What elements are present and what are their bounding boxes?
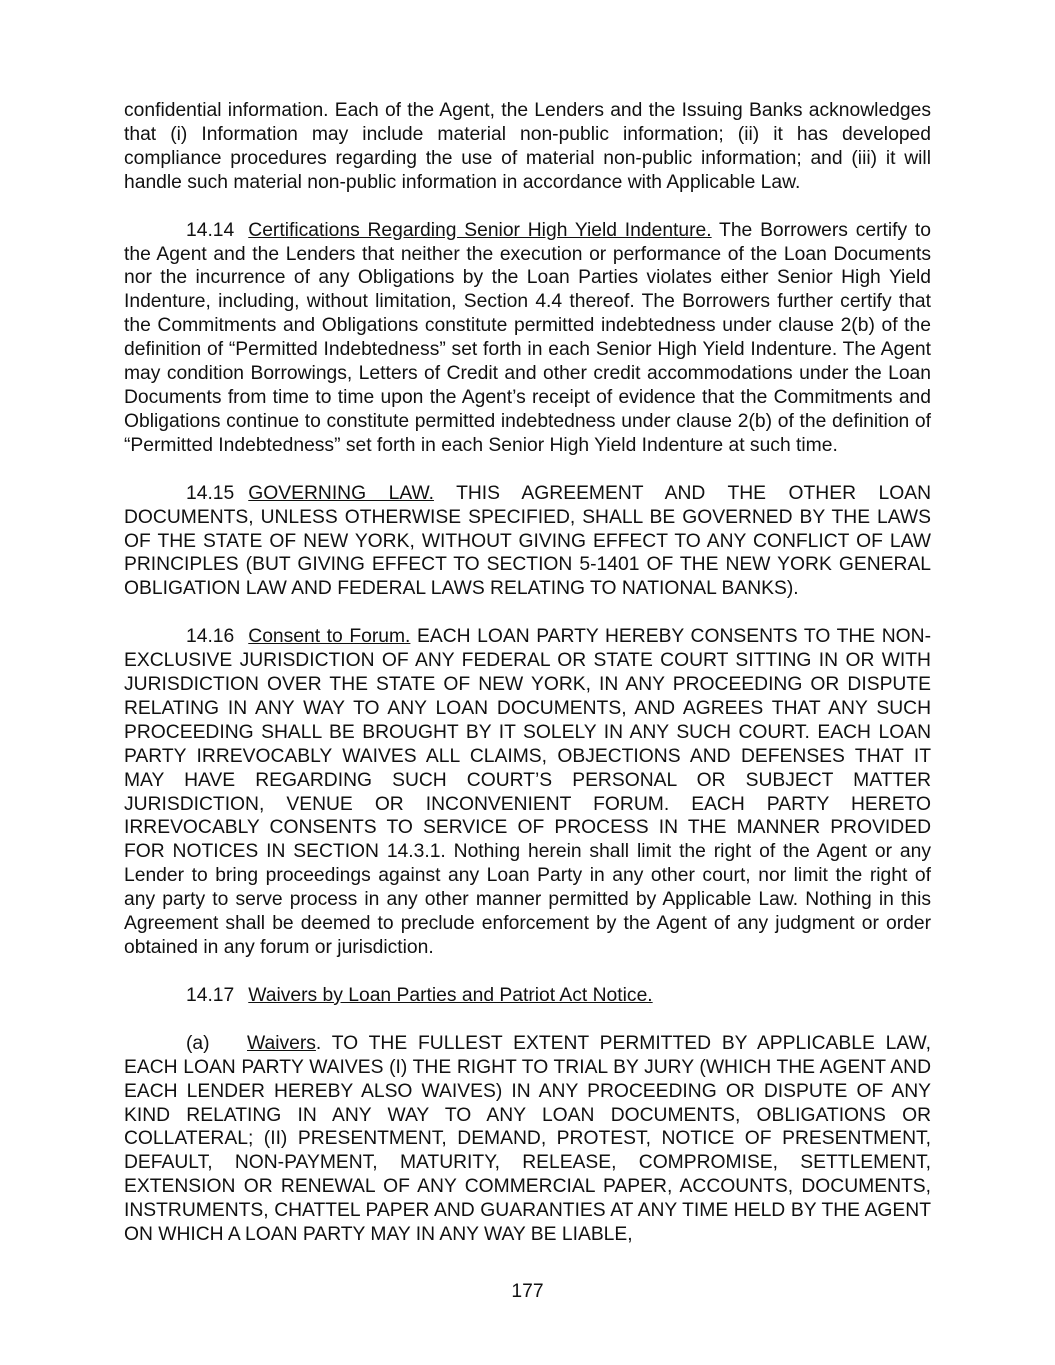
- paragraph-text: confidential information. Each of the Agent, the Lenders and the Issuing Banks acknowledges that (i) Information may include material non-public information; (ii) it has developed compliance procedures regarding the use of material non-public information; and (iii) it will handle such material non-public information in accordance with Applicable Law.: [124, 100, 931, 193]
- document-page: [124, 99, 931, 1247]
- section-heading: Certifications Regarding Senior High Yield Indenture.: [248, 219, 712, 241]
- section-body: The Borrowers certify to the Agent and the Lenders that neither the execution or performance of the Loan Documents nor the incurrence of any Obligations by the Loan Parties violates either Senior High Yield Indenture, including, without limitation, Section 4.4 thereof. The Borrowers further certify that the Commitments and Obligations constitute permitted indebtedness under clause 2(b) of the definition of “Permitted Indebtedness” set forth in each Senior High Yield Indenture. The Agent may condition Borrowings, Letters of Credit and other credit accommodations under the Loan Documents from time to time upon the Agent’s receipt of evidence that the Commitments and Obligations continue to constitute permitted indebtedness under clause 2(b) of the definition of “Permitted Indebtedness” set forth in each Senior High Yield Indenture at such time.: [124, 219, 931, 456]
- section-heading: Waivers by Loan Parties and Patriot Act Notice.: [248, 984, 653, 1006]
- section-heading: Consent to Forum.: [248, 626, 411, 648]
- section-heading: GOVERNING LAW.: [248, 482, 434, 504]
- paragraph-confidential-information: [124, 99, 931, 195]
- section-14-14: [124, 219, 931, 458]
- section-number: 14.17: [186, 984, 235, 1006]
- section-body: EACH LOAN PARTY HEREBY CONSENTS TO THE NON-EXCLUSIVE JURISDICTION OF ANY FEDERAL OR STATE COURT SITTING IN OR WITH JURISDICTION OVER THE STATE OF NEW YORK, IN ANY PROCEEDING OR DISPUTE RELATING IN ANY WAY TO ANY LOAN DOCUMENTS, AND AGREES THAT ANY SUCH PROCEEDING SHALL BE BROUGHT BY IT SOLELY IN ANY SUCH COURT. EACH LOAN PARTY IRREVOCABLY WAIVES ALL CLAIMS, OBJECTIONS AND DEFENSES THAT IT MAY HAVE REGARDING SUCH COURT’S PERSONAL OR SUBJECT MATTER JURISDICTION, VENUE OR INCONVENIENT FORUM. EACH PARTY HERETO IRREVOCABLY CONSENTS TO SERVICE OF PROCESS IN THE MANNER PROVIDED FOR NOTICES IN SECTION 14.3.1. Nothing herein shall limit the right of the Agent or any Lender to bring proceedings against any Loan Party in any other court, nor limit the right of any party to serve process in any other manner permitted by Applicable Law. Nothing in this Agreement shall be deemed to preclude enforcement by the Agent of any judgment or order obtained in any forum or jurisdiction.: [124, 626, 931, 958]
- section-number: 14.16: [186, 626, 235, 648]
- section-14-17-a: [124, 1032, 931, 1247]
- section-body: THIS AGREEMENT AND THE OTHER LOAN DOCUMENTS, UNLESS OTHERWISE SPECIFIED, SHALL BE GOVERNED BY THE LAWS OF THE STATE OF NEW YORK, WITHOUT GIVING EFFECT TO ANY CONFLICT OF LAW PRINCIPLES (BUT GIVING EFFECT TO SECTION 5-1401 OF THE NEW YORK GENERAL OBLIGATION LAW AND FEDERAL LAWS RELATING TO NATIONAL BANKS).: [124, 482, 931, 600]
- section-number: 14.14: [186, 219, 235, 241]
- subsection-label: (a): [186, 1032, 210, 1054]
- section-14-17: [124, 984, 931, 1008]
- subsection-heading: Waivers: [247, 1032, 316, 1054]
- page-number: 177: [511, 1281, 544, 1302]
- section-number: 14.15: [186, 482, 235, 504]
- subsection-body: . TO THE FULLEST EXTENT PERMITTED BY APPLICABLE LAW, EACH LOAN PARTY WAIVES (I) THE RIGHT TO TRIAL BY JURY (WHICH THE AGENT AND EACH LENDER HEREBY ALSO WAIVES) IN ANY PROCEEDING OR DISPUTE OF ANY KIND RELATING IN ANY WAY TO ANY LOAN DOCUMENTS, OBLIGATIONS OR COLLATERAL; (II) PRESENTMENT, DEMAND, PROTEST, NOTICE OF PRESENTMENT, DEFAULT, NON-PAYMENT, MATURITY, RELEASE, COMPROMISE, SETTLEMENT, EXTENSION OR RENEWAL OF ANY COMMERCIAL PAPER, ACCOUNTS, DOCUMENTS, INSTRUMENTS, CHATTEL PAPER AND GUARANTIES AT ANY TIME HELD BY THE AGENT ON WHICH A LOAN PARTY MAY IN ANY WAY BE LIABLE,: [124, 1032, 931, 1246]
- section-14-16: [124, 625, 931, 960]
- section-14-15: [124, 482, 931, 602]
